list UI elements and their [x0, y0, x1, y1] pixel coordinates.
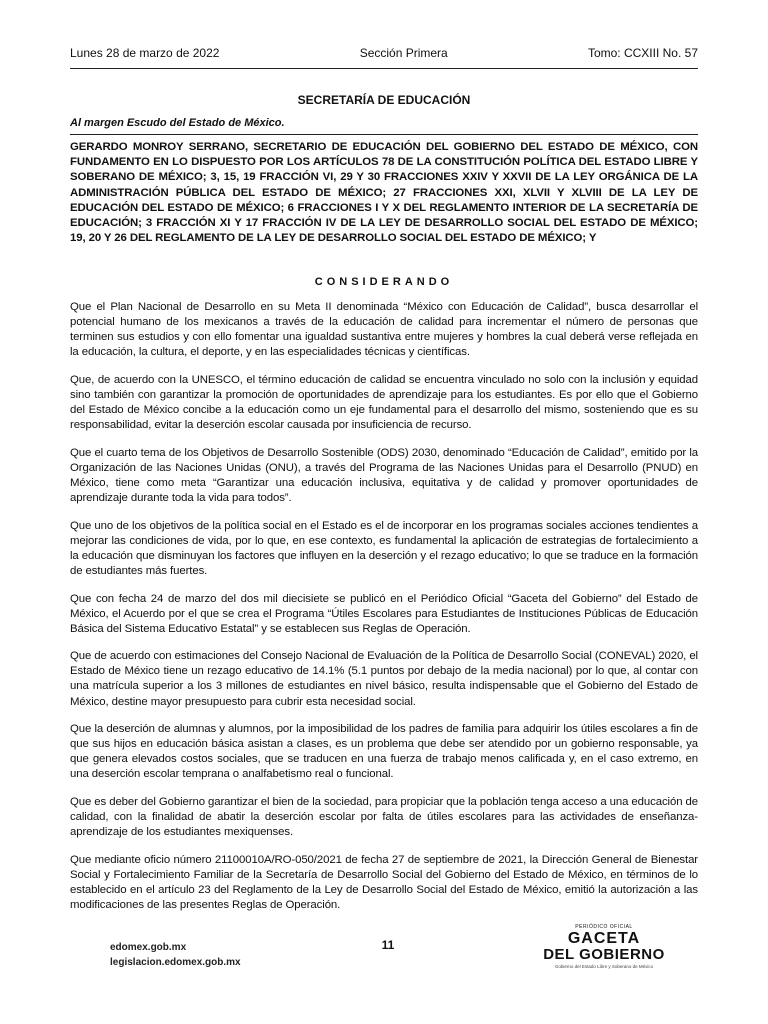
footer-links [110, 940, 241, 970]
gaceta-logo [540, 924, 668, 970]
margin-note: Al margen Escudo del Estado de México. [70, 117, 285, 129]
paragraph: Que la deserción de alumnas y alumnos, por la imposibilidad de los padres de familia para adquirir los útiles escolares a fin de que sus hijos en educación básica asistan a clases, es un problema que debe ser atendido por un gobierno responsable, ya que genera elevados costos sociales, que se traducen en una fuerza de trabajo menos calificada y, en el caso extremo, en una deserción escolar temprana o analfabetismo real o funcional. [70, 723, 698, 781]
title-divider [70, 134, 698, 135]
page-number: 11 [381, 938, 395, 952]
considerando-heading: CONSIDERANDO [314, 276, 454, 288]
paragraph: Que, de acuerdo con la UNESCO, el término educación de calidad se encuentra vinculado no solo con la inclusión y equidad sino también con garantizar la promoción de oportunidades de aprendizaje para los estudiantes. Es por ello que el Gobierno del Estado de México concibe a la educación como un eje fundamental para el desarrollo del mismo, sosteniendo que es su responsabilidad, evitar la deserción escolar causada por insuficiencia de recurso. [70, 373, 698, 432]
footer-link-legislacion[interactable]: legislacion.edomex.gob.mx [110, 957, 241, 968]
header-divider [70, 68, 698, 69]
paragraph: Que uno de los objetivos de la política social en el Estado es el de incorporar en los programas sociales acciones tendientes a mejorar las condiciones de vida, por lo que, en ese contexto, es fundamental la aplicación de estrategias de fortalecimiento a la educación que disminuyan los factores que influyen en la deserción y el rezago educativo; lo que se traduce en la formación de estudiantes más fuertes. [70, 519, 698, 577]
preamble: GERARDO MONROY SERRANO, SECRETARIO DE EDUCACIÓN DEL GOBIERNO DEL ESTADO DE MÉXICO, CON FUNDAMENTO EN LO DISPUESTO POR LOS ARTÍCULOS 78 DE LA CONSTITUCIÓN POLÍTICA DEL ESTADO LIBRE Y SOBERANO DE MÉXICO; 3, 15, 19 FRACCIÓN VI, 29 Y 30 FRACCIONES XXIV Y XXVII DE LA LEY ORGÁNICA DE LA ADMINISTRACIÓN PÚBLICA DEL ESTADO DE MÉXICO; 27 FRACCIONES XXI, XLVII Y XLVIII DE LA LEY DE EDUCACIÓN DEL ESTADO DE MÉXICO; 6 FRACCIONES I Y X DEL REGLAMENTO INTERIOR DE LA SECRETARÍA DE EDUCACIÓN; 3 FRACCIÓN XI Y 17 FRACCIÓN IV DE LA LEY DE DESARROLLO SOCIAL DEL ESTADO DE MÉXICO; 19, 20 Y 26 DEL REGLAMENTO DE LA LEY DE DESARROLLO SOCIAL DEL ESTADO DE MÉXICO; Y [70, 141, 698, 245]
paragraph: Que es deber del Gobierno garantizar el bien de la sociedad, para propiciar que la población tenga acceso a una educación de calidad, con la finalidad de abatir la deserción escolar por falta de útiles escolares para las actividades de enseñanza-aprendizaje de los estudiantes mexiquenses. [70, 796, 698, 839]
paragraph: Que el cuarto tema de los Objetivos de Desarrollo Sostenible (ODS) 2030, denominado “Educación de Calidad”, emitido por la Organización de las Naciones Unidas (ONU), a través del Programa de las Naciones Unidas para el Desarrollo (PNUD) en México, tiene como meta “Garantizar una educación inclusiva, equitativa y de calidad y promover oportunidades de aprendizaje durante toda la vida para todos”. [70, 446, 698, 505]
paragraph: Que mediante oficio número 21100010A/RO-050/2021 de fecha 27 de septiembre de 2021, la Dirección General de Bienestar Social y Fortalecimiento Familiar de la Secretaría de Desarrollo Social del Gobierno del Estado de México, en términos de lo establecido en el artículo 23 del Reglamento de la Ley de Desarrollo Social del Estado de México, emitió la autorización a las modificaciones de las presentes Reglas de Operación. [70, 853, 698, 912]
logo-word-gaceta: GACETA [567, 930, 641, 947]
paragraph: Que de acuerdo con estimaciones del Consejo Nacional de Evaluación de la Política de Desarrollo Social (CONEVAL) 2020, el Estado de México tiene un rezago educativo de 14.1% (5.1 puntos por debajo de la media nacional) por lo que, al contar con una matrícula superior a los 3 millones de estudiantes en nivel básico, resulta indispensable que el Gobierno del Estado de México, destine mayor presupuesto para cubrir esta necesidad social. [70, 650, 698, 708]
logo-kicker: PERIÓDICO OFICIAL [575, 924, 633, 930]
document-body [70, 300, 698, 926]
paragraph: Que el Plan Nacional de Desarrollo en su Meta II denominada “México con Educación de Calidad”, busca desarrollar el potencial humano de los mexicanos a través de la educación de calidad para incrementar el número de personas que terminen sus estudios y con ello fomentar una igualdad sustantiva entre mujeres y hombres la cual deberá verse reflejada en la educación, la cultura, el deporte, y en las especialidades técnicas y científicas. [70, 301, 698, 359]
section-title: SECRETARÍA DE EDUCACIÓN [297, 93, 471, 107]
logo-subtitle: Gobierno del Estado Libre y Soberano de México [554, 964, 654, 969]
header-section: Sección Primera [359, 46, 448, 60]
footer-link-edomex[interactable]: edomex.gob.mx [110, 942, 187, 953]
header-volume: Tomo: CCXIII No. 57 [587, 46, 698, 60]
logo-word-del-gobierno: DEL GOBIERNO [543, 946, 665, 963]
header-date: Lunes 28 de marzo de 2022 [70, 46, 220, 60]
paragraph: Que con fecha 24 de marzo del dos mil diecisiete se publicó en el Periódico Oficial “Gaceta del Gobierno” del Estado de México, el Acuerdo por el que se crea el Programa “Útiles Escolares para Estudiantes de Instituciones Públicas de Educación Básica del Sistema Educativo Estatal” y se establecen sus Reglas de Operación. [70, 592, 698, 635]
page-header [70, 44, 698, 62]
